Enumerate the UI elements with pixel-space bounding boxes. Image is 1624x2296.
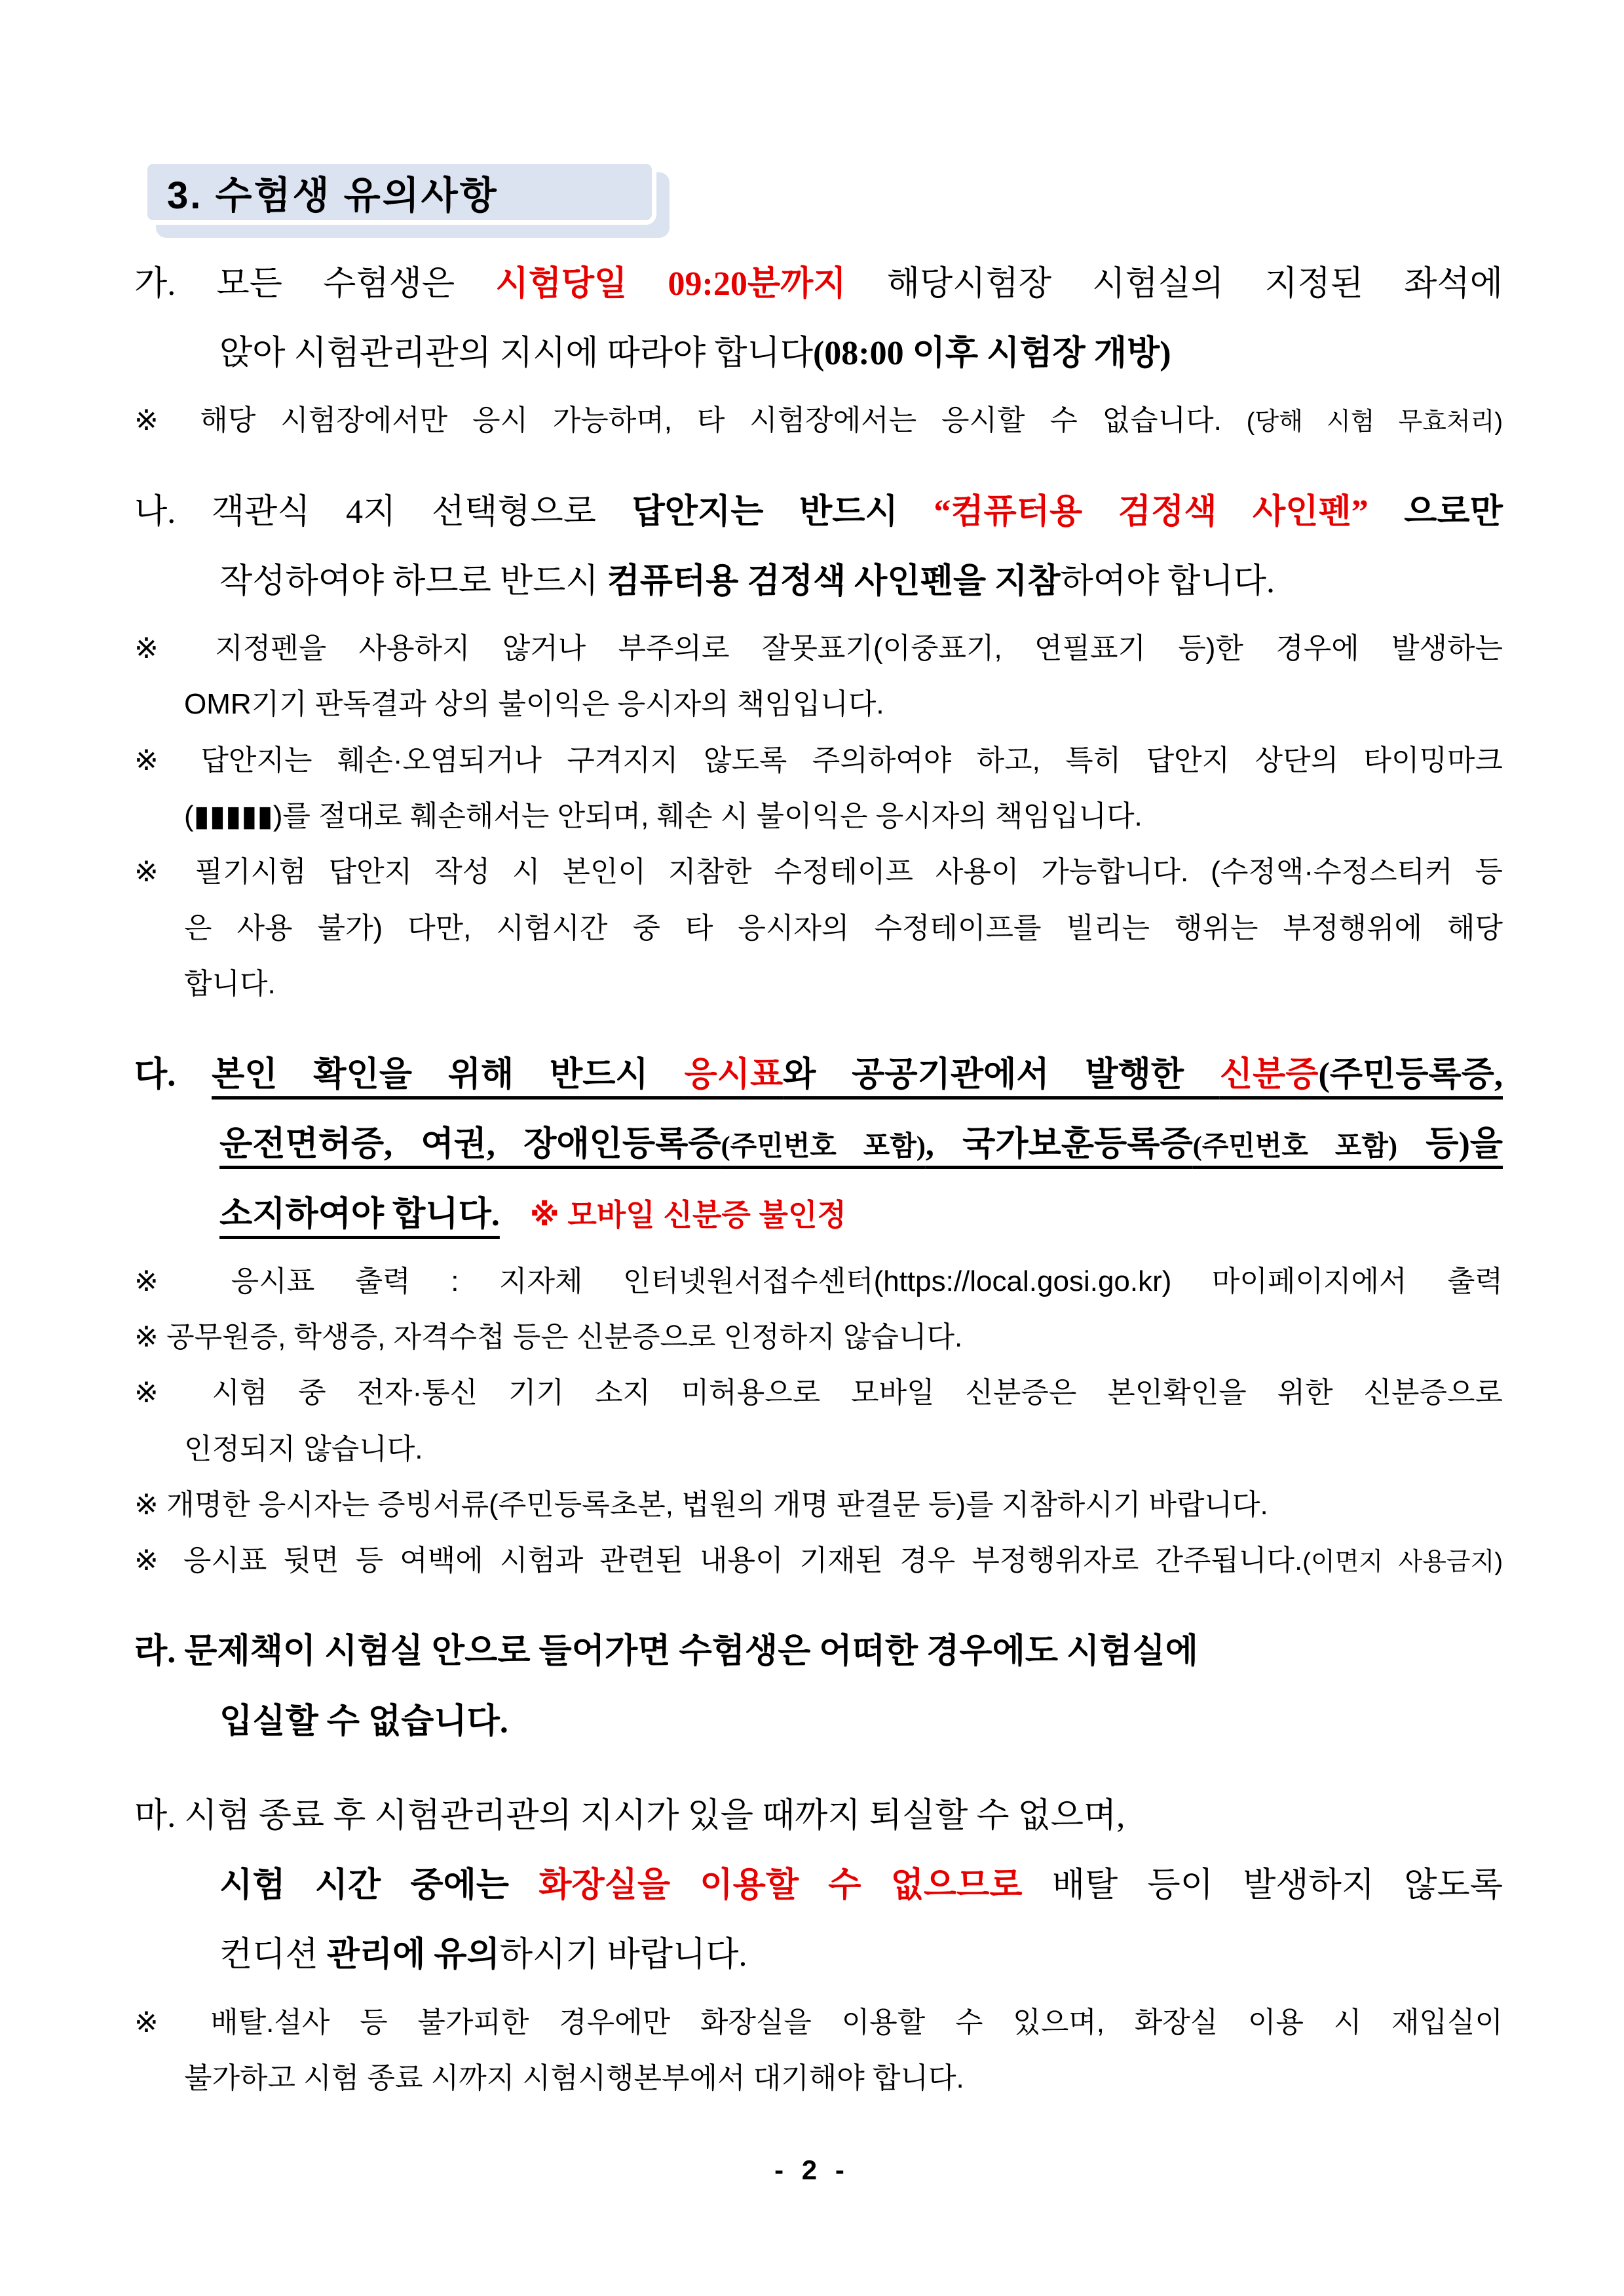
- text-run: 해당시험장 시험실의 지정된 좌석에: [846, 265, 1503, 303]
- red-emphasis-run: 화장실을 이용할 수 없으므로: [538, 1867, 1023, 1905]
- bold-run: 컴퓨터용 검정색 사인펜을 지참: [607, 562, 1061, 600]
- document-body: [0, 265, 1624, 2151]
- note-line: [134, 688, 1503, 720]
- text-run: ※ 개명한 응시자는 증빙서류(주민등록초본, 법원의 개명 판결문 등)를 지참하시기 바랍니다.: [134, 1488, 1268, 1521]
- section-ma: [134, 1797, 1503, 2094]
- text-run: 인정되지 않습니다.: [184, 1432, 423, 1465]
- note-line: [134, 800, 1503, 832]
- bold-run: , 국가보훈등록증: [925, 1126, 1193, 1164]
- text-run: 배탈 등이 발생하지 않도록: [1022, 1867, 1503, 1905]
- note-line: [134, 912, 1503, 944]
- text-run: ※ 공무원증, 학생증, 자격수첩 등은 신분증으로 인정하지 않습니다.: [134, 1321, 963, 1354]
- note-line: [134, 1433, 1503, 1465]
- text-run: ※ 필기시험 답안지 작성 시 본인이 지참한 수정테이프 사용이 가능합니다. (수정액·수정스티커 등: [134, 856, 1503, 889]
- section-title-box: [143, 159, 656, 225]
- note-line: [134, 632, 1503, 664]
- text-run: 은 사용 불가) 다만, 시험시간 중 타 응시자의 수정테이프를 빌리는 행위는 부정행위에 해당: [184, 911, 1503, 944]
- item-line: [134, 1703, 1503, 1741]
- bold-run: 시험 시간 중에는: [219, 1867, 539, 1905]
- red-emphasis-run: 신분증: [1219, 1056, 1319, 1094]
- item-line: [134, 1196, 1503, 1234]
- note-line: [134, 1321, 1503, 1353]
- small-run: (당해 시험 무효처리): [1246, 408, 1503, 436]
- underlined-run: [219, 1126, 1503, 1163]
- note-line: [134, 1265, 1503, 1297]
- note-line: [134, 404, 1503, 436]
- text-run: 라. 문제책이 시험실 안으로 들어가면 수험생은 어떠한 경우에도 시험실에: [134, 1633, 1198, 1671]
- text-run: 작성하여야 하므로 반드시: [219, 562, 607, 600]
- note-line: [134, 1377, 1503, 1409]
- note-line: [134, 744, 1503, 776]
- section-ra: [134, 1633, 1503, 1740]
- bold-run: (08:00 이후 시험장 개방): [812, 335, 1171, 373]
- bold-run: 운전면허증, 여권, 장애인등록증: [219, 1126, 721, 1164]
- note-line: [134, 1544, 1503, 1577]
- item-label: 다.: [134, 1056, 212, 1094]
- section-na: [134, 493, 1503, 1000]
- text-run: ※ 해당 시험장에서만 응시 가능하며, 타 시험장에서는 응시할 수 없습니다.: [134, 404, 1247, 437]
- text-run: OMR기기 판독결과 상의 불이익은 응시자의 책임입니다.: [184, 688, 884, 721]
- bold-run: 소지하여야 합니다.: [219, 1195, 500, 1233]
- page-title: 3. 수험생 유의사항: [167, 174, 499, 217]
- text-run: 가. 모든 수험생은: [134, 265, 496, 303]
- text-run: 하시기 바랍니다.: [499, 1936, 747, 1974]
- page-number: - 2 -: [774, 2154, 850, 2185]
- text-run: ※ 시험 중 전자·통신 기기 소지 미허용으로 모바일 신분증은 본인확인을 위한 신분증으로: [134, 1377, 1503, 1409]
- note-line: [134, 1489, 1503, 1521]
- item-line: [134, 1936, 1503, 1974]
- note-line: [134, 856, 1503, 888]
- text-run: 하여야 합니다.: [1060, 562, 1275, 600]
- small-bold-run: (주민번호 포함): [1192, 1132, 1397, 1162]
- text-run: ※ 응시표 뒷면 등 여백에 시험과 관련된 내용이 기재된 경우 부정행위자로 간주됩니다.: [134, 1544, 1303, 1577]
- text-run: ※ 답안지는 훼손·오염되거나 구겨지지 않도록 주의하여야 하고, 특히 답안지 상단의 타이밍마크: [134, 744, 1503, 776]
- bold-run: 본인 확인을 위해 반드시: [212, 1056, 685, 1094]
- note-line: [134, 968, 1503, 1000]
- text-run: ※ 배탈.설사 등 불가피한 경우에만 화장실을 이용할 수 있으며, 화장실 이용 시 재입실이: [134, 2006, 1503, 2038]
- note-line: [134, 2062, 1503, 2094]
- item-line: [134, 335, 1503, 373]
- underlined-run: [219, 1196, 500, 1233]
- text-run: 앉아 시험관리관의 지시에 따라야 합니다: [219, 335, 813, 373]
- text-run: ※ 응시표 출력 : 지자체 인터넷원서접수센터(https://local.gosi.go.kr) 마이페이지에서 출력: [134, 1265, 1503, 1297]
- section-ga: [134, 265, 1503, 437]
- red-emphasis-run: 응시표: [684, 1056, 784, 1094]
- text-run: ※ 지정펜을 사용하지 않거나 부주의로 잘못표기(이중표기, 연필표기 등)한 경우에 발생하는: [134, 632, 1503, 665]
- text-run: 컨디션: [219, 1936, 327, 1974]
- text-run: 합니다.: [184, 967, 276, 1000]
- bold-run: (주민등록증,: [1318, 1056, 1503, 1094]
- red-emphasis-run: 시험당일 09:20분까지: [495, 265, 846, 303]
- text-run: 마. 시험 종료 후 시험관리관의 지시가 있을 때까지 퇴실할 수 없으며,: [134, 1797, 1125, 1835]
- mobile-id-warning: ※ 모바일 신분증 불인정: [529, 1197, 846, 1232]
- section-da: [134, 1056, 1503, 1577]
- small-run: (이면지 사용금지): [1302, 1548, 1503, 1577]
- item-line: [134, 493, 1503, 531]
- bold-run: 답안지는 반드시: [632, 493, 934, 531]
- item-line: [134, 265, 1503, 303]
- bold-run: 관리에 유의: [326, 1936, 500, 1974]
- item-line: [134, 1126, 1503, 1164]
- title-box: [143, 159, 656, 225]
- item-line: [134, 1633, 1503, 1671]
- underlined-run: [212, 1056, 1503, 1094]
- bold-run: 와 공공기관에서 발행한: [783, 1056, 1220, 1094]
- item-line: [134, 1867, 1503, 1905]
- text-run: 불가하고 시험 종료 시까지 시험시행본부에서 대기해야 합니다.: [184, 2061, 964, 2094]
- text-run: 입실할 수 없습니다.: [219, 1702, 508, 1740]
- text-run: 나. 객관식 4지 선택형으로: [134, 493, 632, 531]
- item-line: [134, 1797, 1503, 1835]
- bold-run: 등)을: [1397, 1126, 1503, 1164]
- timing-mark-run: (▮▮▮▮▮)를 절대로 훼손해서는 안되며, 훼손 시 불이익은 응시자의 책임입니다.: [184, 800, 1142, 832]
- small-bold-run: (주민번호 포함): [721, 1132, 926, 1162]
- item-line: [134, 563, 1503, 601]
- red-emphasis-run: “컴퓨터용 검정색 사인펜”: [934, 493, 1369, 531]
- item-line: [134, 1056, 1503, 1094]
- note-line: [134, 2006, 1503, 2038]
- bold-run: 으로만: [1368, 493, 1503, 531]
